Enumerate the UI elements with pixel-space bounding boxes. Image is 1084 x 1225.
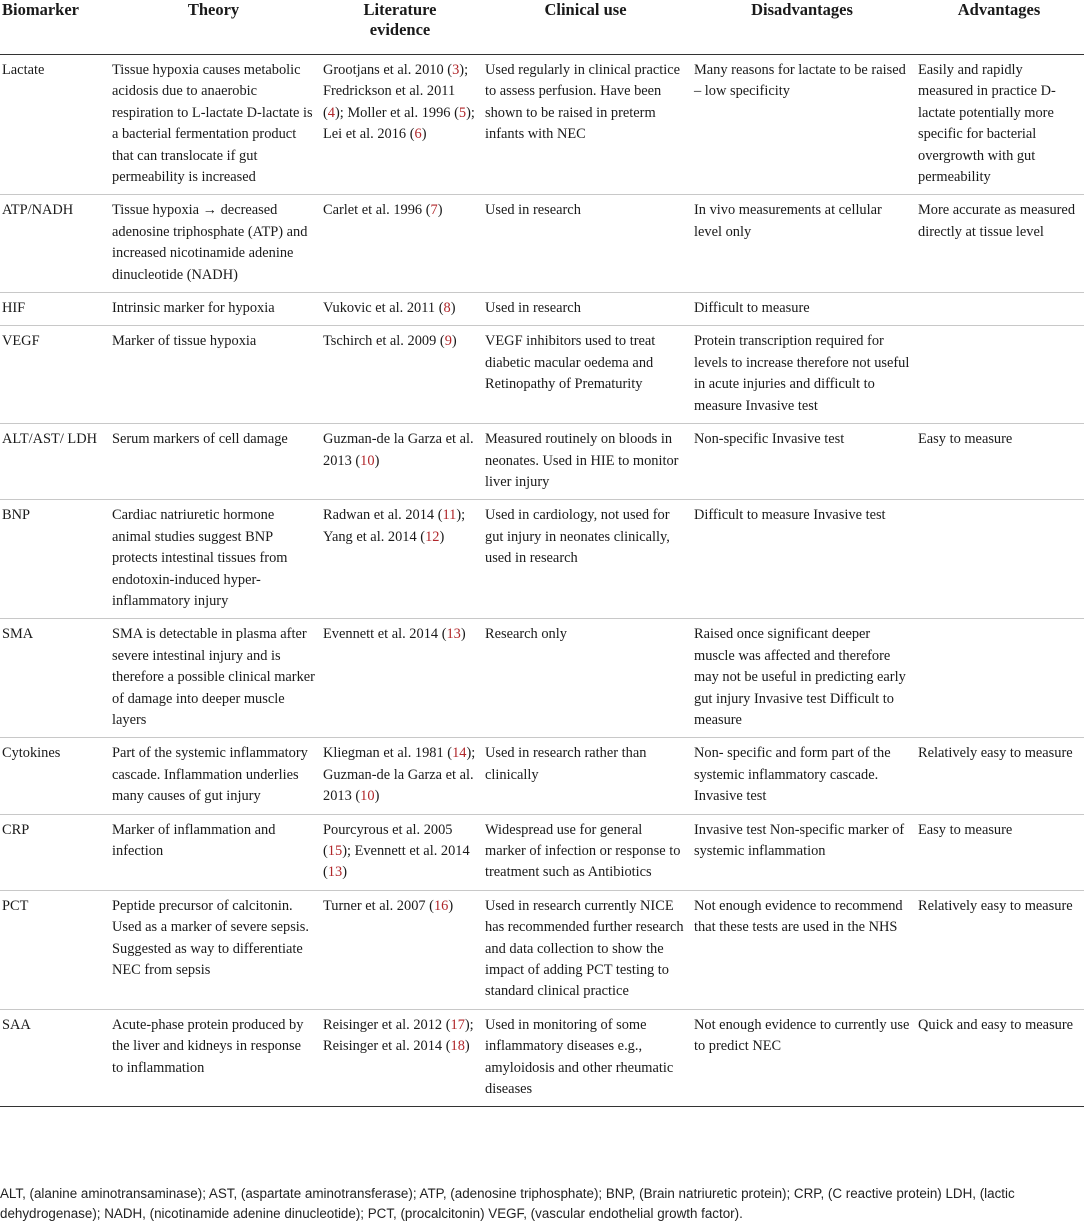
header-clinical-use: Clinical use (481, 0, 690, 55)
theory-cell: Tissue hypoxia → decreased adenosine triphosphate (ATP) and increased nicotinamide adenine dinucleotide (NADH) (108, 195, 319, 293)
literature-evidence-cell (319, 1009, 481, 1107)
biomarker-cell: SMA (0, 619, 108, 738)
disadvantages-cell: Not enough evidence to currently use to predict NEC (690, 1009, 914, 1107)
reference-link[interactable]: 8 (443, 300, 451, 317)
table-row (0, 890, 1084, 1009)
table-row (0, 1009, 1084, 1107)
citation-text: ) (450, 300, 456, 317)
reference-link[interactable]: 15 (327, 843, 343, 859)
disadvantages-cell: Difficult to measure (690, 293, 914, 326)
header-disadvantages: Disadvantages (690, 0, 914, 55)
biomarker-cell: VEGF (0, 326, 108, 424)
literature-evidence-cell (319, 424, 481, 500)
clinical-use-cell: Research only (481, 619, 690, 738)
disadvantages-cell: Invasive test Non-specific marker of systemic inflammation (690, 814, 914, 890)
theory-cell: Serum markers of cell damage (108, 424, 319, 500)
table-row (0, 738, 1084, 814)
biomarker-cell: Lactate (0, 55, 108, 195)
reference-link[interactable]: 17 (450, 1016, 465, 1033)
header-row (0, 0, 1084, 55)
clinical-use-cell: Used in cardiology, not used for gut injury in neonates clinically, used in research (481, 500, 690, 619)
clinical-use-cell: Used in monitoring of some inflammatory diseases e.g., amyloidosis and other rheumatic diseases (481, 1009, 690, 1107)
citation-text: Pourcyrous et al. 2005 ( (323, 821, 453, 859)
citation-text: Vukovic et al. 2011 ( (323, 300, 444, 317)
literature-evidence-cell (319, 55, 481, 195)
reference-link[interactable]: 11 (442, 507, 457, 524)
citation-text: Tschirch et al. 2009 ( (323, 333, 445, 350)
advantages-cell (914, 293, 1084, 326)
reference-link[interactable]: 13 (446, 626, 461, 643)
literature-evidence-cell (319, 326, 481, 424)
advantages-cell (914, 500, 1084, 619)
literature-evidence-cell (319, 293, 481, 326)
theory-cell: SMA is detectable in plasma after severe intestinal injury and is therefore a possible clinical marker of damage into deeper muscle layers (108, 619, 319, 738)
citation-text: Turner et al. 2007 ( (323, 897, 434, 914)
citation-text: ) (460, 626, 466, 643)
citation-text: Evennett et al. 2014 ( (323, 626, 447, 643)
advantages-cell: Relatively easy to measure (914, 738, 1084, 814)
table-row (0, 326, 1084, 424)
biomarker-cell: ATP/NADH (0, 195, 108, 293)
citation-text: Guzman-de la Garza et al. 2013 ( (323, 431, 474, 469)
disadvantages-cell: Protein transcription required for levels to increase therefore not useful in acute injuries and difficult to measure Invasive test (690, 326, 914, 424)
disadvantages-cell: Many reasons for lactate to be raised – low specificity (690, 55, 914, 195)
header-literature-evidence: Literature evidence (319, 0, 481, 55)
table-row (0, 424, 1084, 500)
disadvantages-cell: Difficult to measure Invasive test (690, 500, 914, 619)
citation-text: ); Evennett et al. 2014 ( (323, 843, 470, 881)
citation-text: ); Fredrickson et al. 2011 ( (323, 62, 469, 121)
reference-link[interactable]: 10 (360, 452, 375, 469)
reference-link[interactable]: 6 (414, 126, 422, 143)
header-advantages: Advantages (914, 0, 1084, 55)
advantages-cell: Easily and rapidly measured in practice D-lactate potentially more specific for bacterial overgrowth with gut permeability (914, 55, 1084, 195)
table-row (0, 55, 1084, 195)
citation-text: Grootjans et al. 2010 ( (323, 62, 453, 78)
reference-link[interactable]: 18 (450, 1038, 465, 1055)
reference-link[interactable]: 12 (425, 528, 440, 545)
biomarker-cell: ALT/AST/ LDH (0, 424, 108, 500)
advantages-cell (914, 326, 1084, 424)
citation-text: ) (451, 333, 457, 350)
table-row (0, 500, 1084, 619)
advantages-cell: Relatively easy to measure (914, 890, 1084, 1009)
literature-evidence-cell (319, 814, 481, 890)
citation-text: ); Guzman-de la Garza et al. 2013 ( (323, 745, 476, 805)
reference-link[interactable]: 5 (458, 104, 467, 121)
citation-text: Reisinger et al. 2012 ( (323, 1016, 451, 1033)
clinical-use-cell: Measured routinely on bloods in neonates. Used in HIE to monitor liver injury (481, 424, 690, 500)
theory-cell: Cardiac natriuretic hormone animal studies suggest BNP protects intestinal tissues from endotoxin-induced hyper-inflammatory injury (108, 500, 319, 619)
citation-text: ) (342, 864, 347, 881)
citation-text: ); Yang et al. 2014 ( (323, 507, 466, 545)
citation-text: Carlet et al. 1996 ( (323, 202, 431, 219)
clinical-use-cell: Used in research (481, 293, 690, 326)
theory-cell: Marker of inflammation and infection (108, 814, 319, 890)
clinical-use-cell: Widespread use for general marker of infection or response to treatment such as Antibiotics (481, 814, 690, 890)
advantages-cell: More accurate as measured directly at tissue level (914, 195, 1084, 293)
disadvantages-cell: Non-specific Invasive test (690, 424, 914, 500)
literature-evidence-cell (319, 738, 481, 814)
clinical-use-cell: Used in research currently NICE has recommended further research and data collection to show the impact of adding PCT testing to standard clinical practice (481, 890, 690, 1009)
literature-evidence-cell (319, 890, 481, 1009)
citation-text: ) (374, 452, 380, 469)
advantages-cell: Quick and easy to measure (914, 1009, 1084, 1107)
reference-link[interactable]: 7 (430, 202, 438, 219)
citation-text: ); Moller et al. 1996 ( (335, 104, 459, 121)
citation-text: ) (439, 528, 445, 545)
reference-link[interactable]: 16 (433, 897, 449, 914)
biomarker-cell: BNP (0, 500, 108, 619)
citation-text: Kliegman et al. 1981 ( (323, 745, 453, 762)
literature-evidence-cell (319, 500, 481, 619)
disadvantages-cell: Raised once significant deeper muscle was affected and therefore may not be useful in predicting early gut injury Invasive test Difficult to measure (690, 619, 914, 738)
table-row (0, 293, 1084, 326)
disadvantages-cell: Not enough evidence to recommend that these tests are used in the NHS (690, 890, 914, 1009)
clinical-use-cell: Used in research (481, 195, 690, 293)
disadvantages-cell: Non- specific and form part of the systemic inflammatory cascade. Invasive test (690, 738, 914, 814)
reference-link[interactable]: 14 (452, 745, 467, 762)
table-row (0, 619, 1084, 738)
theory-cell: Tissue hypoxia causes metabolic acidosis due to anaerobic respiration to L-lactate D-lactate is a bacterial fermentation product that can translocate if gut permeability is increased (108, 55, 319, 195)
citation-text: ) (421, 126, 427, 143)
biomarker-cell: CRP (0, 814, 108, 890)
theory-cell: Part of the systemic inflammatory cascade. Inflammation underlies many causes of gut injury (108, 738, 319, 814)
theory-cell: Intrinsic marker for hypoxia (108, 293, 319, 326)
disadvantages-cell: In vivo measurements at cellular level only (690, 195, 914, 293)
advantages-cell: Easy to measure (914, 424, 1084, 500)
biomarker-cell: PCT (0, 890, 108, 1009)
citation-text: ) (437, 202, 443, 219)
biomarker-cell: SAA (0, 1009, 108, 1107)
abbreviations-footnote: ALT, (alanine aminotransaminase); AST, (aspartate aminotransferase); ATP, (adenosine triphosphate); BNP, (Brain natriuretic protein); CRP, (C reactive protein) LDH, (lactic dehydrogenase); NADH, (nicotinamide adenine dinucleotide); PCT, (procalcitonin) VEGF, (vascular endothelial growth factor). (0, 1186, 1015, 1221)
table-row (0, 814, 1084, 890)
advantages-cell: Easy to measure (914, 814, 1084, 890)
clinical-use-cell: VEGF inhibitors used to treat diabetic macular oedema and Retinopathy of Prematurity (481, 326, 690, 424)
reference-link[interactable]: 9 (444, 333, 452, 350)
clinical-use-cell: Used in research rather than clinically (481, 738, 690, 814)
clinical-use-cell: Used regularly in clinical practice to assess perfusion. Have been shown to be raised in preterm infants with NEC (481, 55, 690, 195)
citation-text: ) (448, 897, 454, 914)
reference-link[interactable]: 3 (452, 62, 460, 78)
theory-cell: Peptide precursor of calcitonin. Used as a marker of severe sepsis. Suggested as way to differentiate NEC from sepsis (108, 890, 319, 1009)
citation-text: ); Lei et al. 2016 ( (323, 104, 475, 143)
citation-text: ); Reisinger et al. 2014 ( (323, 1016, 474, 1055)
citation-text: Radwan et al. 2014 ( (323, 507, 443, 524)
literature-evidence-cell (319, 619, 481, 738)
header-theory: Theory (108, 0, 319, 55)
citation-text: ) (464, 1038, 470, 1055)
biomarker-cell: HIF (0, 293, 108, 326)
advantages-cell (914, 619, 1084, 738)
theory-cell: Acute-phase protein produced by the liver and kidneys in response to inflammation (108, 1009, 319, 1107)
literature-evidence-cell (319, 195, 481, 293)
table-row (0, 195, 1084, 293)
reference-link[interactable]: 10 (360, 788, 375, 805)
header-biomarker: Biomarker (0, 0, 108, 55)
table-footnote (0, 1184, 1084, 1223)
reference-link[interactable]: 4 (327, 104, 335, 121)
reference-link[interactable]: 13 (327, 864, 343, 881)
biomarker-cell: Cytokines (0, 738, 108, 814)
theory-cell: Marker of tissue hypoxia (108, 326, 319, 424)
citation-text: ) (374, 788, 380, 805)
